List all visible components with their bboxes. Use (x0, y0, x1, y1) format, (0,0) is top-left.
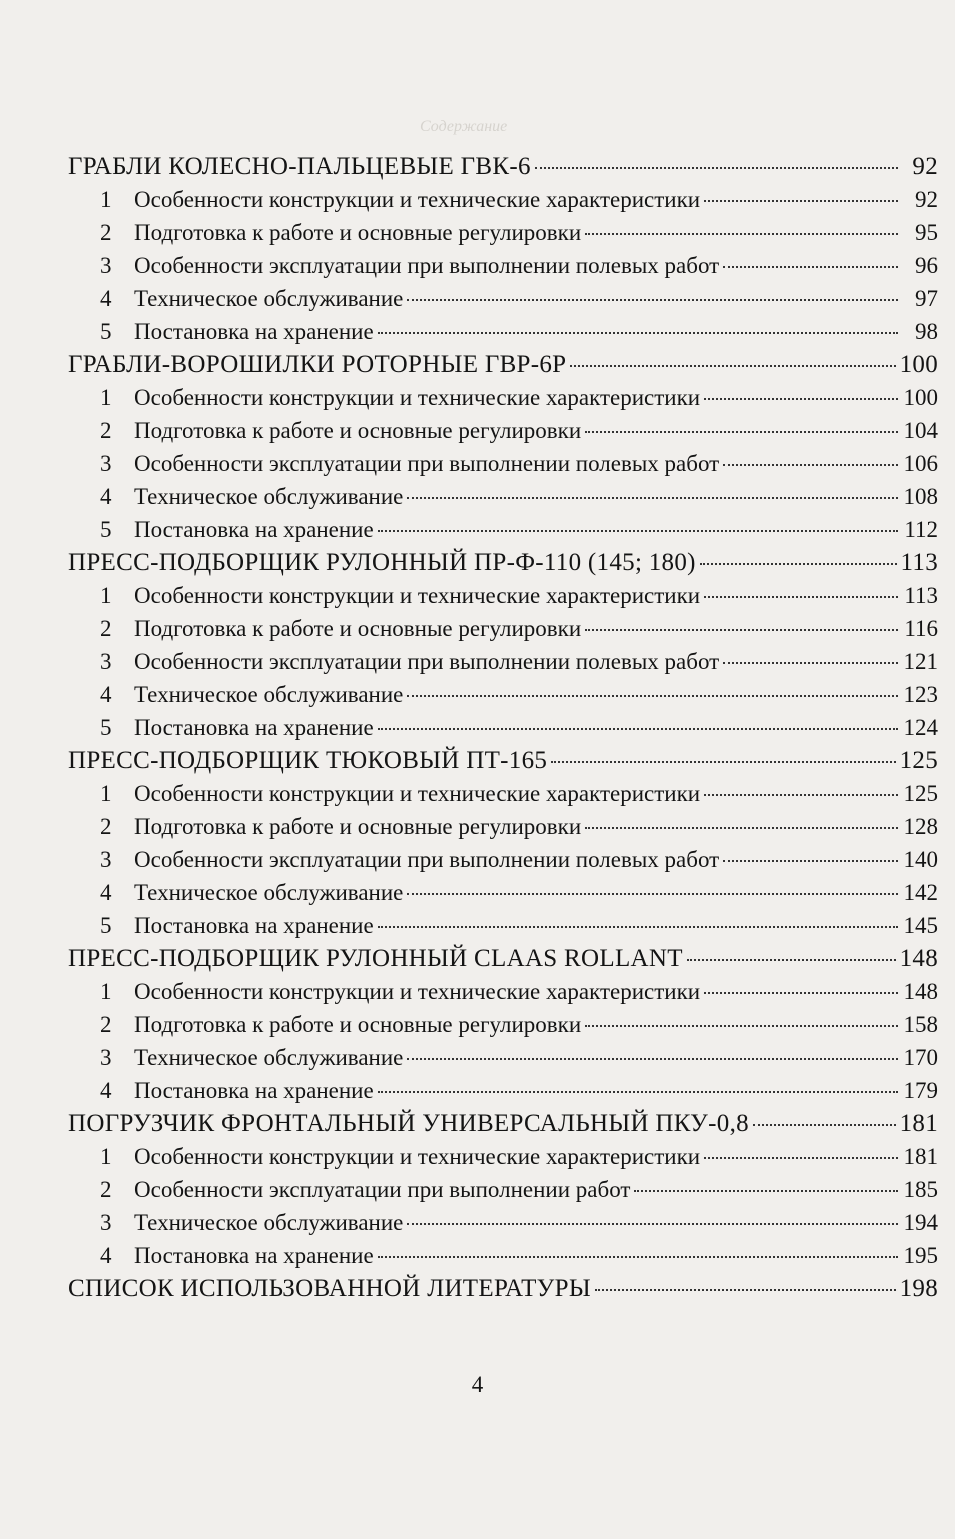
entry-page: 179 (903, 1078, 938, 1103)
entry-title: Постановка на хранение (134, 1078, 374, 1103)
entry-number: 4 (100, 286, 112, 311)
section-title: ГРАБЛИ-ВОРОШИЛКИ РОТОРНЫЕ ГВР-6Р (68, 351, 567, 378)
toc-entry (68, 711, 938, 744)
entry-title: Постановка на хранение (134, 1243, 374, 1268)
entry-page: 113 (904, 583, 938, 608)
entry-page: 145 (903, 913, 938, 938)
toc-entry (68, 843, 938, 876)
toc-entry (68, 513, 938, 546)
entry-page: 124 (903, 715, 938, 740)
dot-leader (723, 860, 898, 862)
entry-page: 121 (903, 649, 938, 674)
dot-leader (551, 761, 895, 763)
dot-leader (753, 1124, 896, 1126)
entry-page: 92 (915, 187, 938, 212)
entry-title: Особенности конструкции и технические характеристики (134, 781, 701, 806)
toc-entry (68, 315, 938, 348)
entry-title: Особенности конструкции и технические характеристики (134, 187, 701, 212)
entry-number: 1 (100, 781, 112, 806)
entry-number: 2 (100, 220, 112, 245)
dot-leader (378, 926, 898, 928)
section-page: 113 (900, 549, 938, 576)
dot-leader (704, 200, 898, 202)
entry-number: 2 (100, 1012, 112, 1037)
toc-entry (68, 1140, 938, 1173)
entry-title: Техническое обслуживание (134, 1210, 404, 1235)
page-number: 4 (471, 1372, 484, 1397)
toc-section-heading (68, 546, 938, 579)
entry-title: Постановка на хранение (134, 715, 374, 740)
section-page: 181 (899, 1110, 938, 1137)
dot-leader (704, 794, 898, 796)
toc-entry (68, 381, 938, 414)
section-page: 148 (899, 945, 938, 972)
entry-page: 185 (903, 1177, 938, 1202)
toc-entry (68, 447, 938, 480)
section-title: ПРЕСС-ПОДБОРЩИК ТЮКОВЫЙ ПТ-165 (68, 747, 548, 774)
entry-title: Подготовка к работе и основные регулировки (134, 1012, 582, 1037)
dot-leader (407, 695, 898, 697)
dot-leader (585, 827, 898, 829)
dot-leader (378, 1091, 898, 1093)
entry-number: 5 (100, 715, 112, 740)
entry-title: Подготовка к работе и основные регулировки (134, 616, 582, 641)
entry-title: Особенности конструкции и технические характеристики (134, 385, 701, 410)
dot-leader (585, 1025, 898, 1027)
toc-section-heading (68, 150, 938, 183)
entry-number: 2 (100, 814, 112, 839)
toc-section-heading (68, 348, 938, 381)
entry-title: Особенности конструкции и технические характеристики (134, 979, 701, 1004)
dot-leader (723, 662, 898, 664)
toc-entry (68, 1206, 938, 1239)
entry-title: Техническое обслуживание (134, 682, 404, 707)
dot-leader (687, 959, 896, 961)
dot-leader (407, 497, 898, 499)
toc-entry (68, 678, 938, 711)
entry-number: 2 (100, 616, 112, 641)
toc-entry (68, 777, 938, 810)
dot-leader (585, 233, 898, 235)
entry-title: Особенности конструкции и технические характеристики (134, 1144, 701, 1169)
entry-number: 5 (100, 913, 112, 938)
entry-page: 96 (915, 253, 938, 278)
entry-number: 1 (100, 187, 112, 212)
entry-page: 106 (903, 451, 938, 476)
dot-leader (407, 1058, 898, 1060)
entry-page: 142 (903, 880, 938, 905)
entry-page: 123 (903, 682, 938, 707)
entry-number: 3 (100, 1210, 112, 1235)
entry-page: 97 (915, 286, 938, 311)
section-title: ПРЕСС-ПОДБОРЩИК РУЛОННЫЙ ПР-Ф-110 (145; 180) (68, 549, 696, 576)
section-title: ПОГРУЗЧИК ФРОНТАЛЬНЫЙ УНИВЕРСАЛЬНЫЙ ПКУ-0,8 (68, 1110, 749, 1137)
dot-leader (704, 398, 898, 400)
section-page: 125 (899, 747, 938, 774)
dot-leader (378, 530, 898, 532)
toc-entry (68, 579, 938, 612)
entry-page: 125 (903, 781, 938, 806)
dot-leader (378, 728, 898, 730)
dot-leader (634, 1190, 898, 1192)
section-page: 100 (899, 351, 938, 378)
section-page: 198 (899, 1275, 938, 1302)
toc-entry (68, 249, 938, 282)
dot-leader (700, 563, 897, 565)
dot-leader (378, 1256, 898, 1258)
entry-page: 158 (903, 1012, 938, 1037)
entry-page: 98 (915, 319, 938, 344)
dot-leader (378, 332, 898, 334)
toc-entry (68, 1008, 938, 1041)
entry-number: 4 (100, 880, 112, 905)
toc-entry (68, 1041, 938, 1074)
entry-number: 1 (100, 385, 112, 410)
toc-entry (68, 216, 938, 249)
entry-number: 4 (100, 1243, 112, 1268)
toc-entry (68, 975, 938, 1008)
dot-leader (407, 1223, 898, 1225)
entry-page: 108 (903, 484, 938, 509)
dot-leader (704, 596, 898, 598)
dot-leader (407, 893, 898, 895)
entry-title: Подготовка к работе и основные регулировки (134, 418, 582, 443)
dot-leader (704, 1157, 898, 1159)
entry-page: 195 (903, 1243, 938, 1268)
entry-title: Подготовка к работе и основные регулировки (134, 220, 582, 245)
toc-section-heading (68, 744, 938, 777)
dot-leader (595, 1289, 896, 1291)
entry-number: 2 (100, 418, 112, 443)
toc-entry (68, 183, 938, 216)
toc-entry (68, 1173, 938, 1206)
dot-leader (570, 365, 895, 367)
entry-page: 112 (904, 517, 938, 542)
entry-page: 100 (903, 385, 938, 410)
dot-leader (704, 992, 898, 994)
entry-number: 1 (100, 1144, 112, 1169)
toc-entry (68, 282, 938, 315)
dot-leader (407, 299, 898, 301)
entry-title: Особенности эксплуатации при выполнении полевых работ (134, 649, 720, 674)
entry-number: 1 (100, 583, 112, 608)
entry-number: 4 (100, 484, 112, 509)
toc-section-heading (68, 1272, 938, 1305)
entry-number: 5 (100, 319, 112, 344)
toc-section-heading (68, 942, 938, 975)
entry-title: Особенности эксплуатации при выполнении полевых работ (134, 847, 720, 872)
entry-title: Постановка на хранение (134, 913, 374, 938)
entry-number: 4 (100, 1078, 112, 1103)
entry-title: Особенности эксплуатации при выполнении работ (134, 1177, 631, 1202)
section-title: СПИСОК ИСПОЛЬЗОВАННОЙ ЛИТЕРАТУРЫ (68, 1275, 591, 1302)
entry-title: Подготовка к работе и основные регулировки (134, 814, 582, 839)
entry-title: Техническое обслуживание (134, 1045, 404, 1070)
dot-leader (585, 629, 898, 631)
dot-leader (535, 167, 898, 169)
toc-entry (68, 876, 938, 909)
toc-entry (68, 414, 938, 447)
entry-number: 5 (100, 517, 112, 542)
table-of-contents (68, 150, 938, 1305)
toc-entry (68, 909, 938, 942)
entry-page: 140 (903, 847, 938, 872)
toc-entry (68, 612, 938, 645)
section-title: ГРАБЛИ КОЛЕСНО-ПАЛЬЦЕВЫЕ ГВК-6 (68, 153, 531, 180)
toc-entry (68, 645, 938, 678)
entry-number: 3 (100, 1045, 112, 1070)
faint-header: Содержание (420, 118, 508, 135)
entry-page: 116 (904, 616, 938, 641)
entry-number: 3 (100, 847, 112, 872)
entry-page: 128 (903, 814, 938, 839)
entry-title: Техническое обслуживание (134, 880, 404, 905)
entry-title: Постановка на хранение (134, 517, 374, 542)
entry-number: 3 (100, 451, 112, 476)
entry-page: 95 (915, 220, 938, 245)
entry-page: 148 (903, 979, 938, 1004)
dot-leader (723, 266, 898, 268)
toc-section-heading (68, 1107, 938, 1140)
toc-entry (68, 1239, 938, 1272)
dot-leader (723, 464, 898, 466)
entry-title: Техническое обслуживание (134, 484, 404, 509)
entry-title: Особенности эксплуатации при выполнении полевых работ (134, 451, 720, 476)
entry-page: 194 (903, 1210, 938, 1235)
section-page: 92 (912, 153, 938, 180)
entry-title: Особенности конструкции и технические характеристики (134, 583, 701, 608)
section-title: ПРЕСС-ПОДБОРЩИК РУЛОННЫЙ CLAAS ROLLANT (68, 945, 683, 972)
toc-entry (68, 810, 938, 843)
dot-leader (585, 431, 898, 433)
entry-number: 4 (100, 682, 112, 707)
entry-page: 170 (903, 1045, 938, 1070)
entry-number: 2 (100, 1177, 112, 1202)
entry-page: 181 (903, 1144, 938, 1169)
entry-title: Особенности эксплуатации при выполнении полевых работ (134, 253, 720, 278)
entry-page: 104 (903, 418, 938, 443)
entry-title: Постановка на хранение (134, 319, 374, 344)
toc-entry (68, 1074, 938, 1107)
entry-title: Техническое обслуживание (134, 286, 404, 311)
entry-number: 3 (100, 253, 112, 278)
entry-number: 1 (100, 979, 112, 1004)
entry-number: 3 (100, 649, 112, 674)
toc-entry (68, 480, 938, 513)
